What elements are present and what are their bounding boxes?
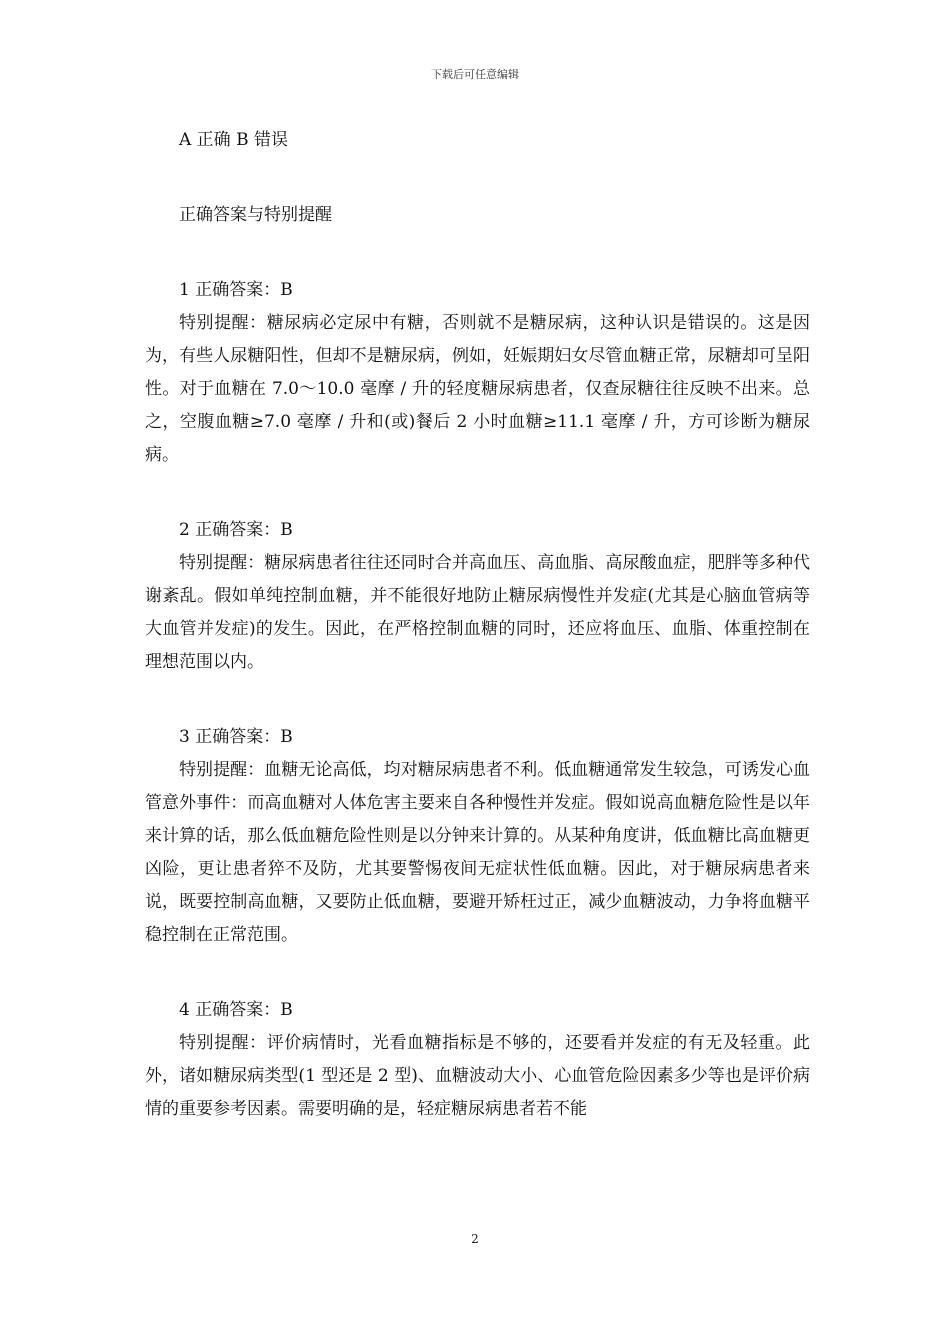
spacer: [145, 472, 810, 514]
page-number: 2: [471, 1232, 479, 1246]
note-2: 特别提醒：糖尿病患者往往还同时合并高血压、高血脂、高尿酸血症，肥胖等多种代谢紊乱。假如单纯控制血糖，并不能很好地防止糖尿病慢性并发症(尤其是心脑血管病等大血管并发症)的发生。因此，在严格控制血糖的同时，还应将血压、血脂、体重控制在理想范围以内。: [145, 553, 810, 672]
options-line: A 正确 B 错误: [179, 130, 288, 150]
answer-3: 3 正确答案：B: [179, 727, 293, 747]
spacer: [145, 679, 810, 721]
note-4: 特别提醒：评价病情时，光看血糖指标是不够的，还要看并发症的有无及轻重。此外，诸如糖尿病类型(1 型还是 2 型)、血糖波动大小、心血管危险因素多少等也是评价病情的重要参考因素。需要明确的是，轻症糖尿病患者若不能: [145, 1033, 810, 1119]
document-body: [145, 124, 810, 1126]
spacer: [145, 952, 810, 994]
page-header: 下载后可任意编辑: [431, 68, 519, 81]
note-1: 特别提醒：糖尿病必定尿中有糖，否则就不是糖尿病，这种认识是错误的。这是因为，有些人尿糖阳性，但却不是糖尿病，例如，妊娠期妇女尽管血糖正常，尿糖却可呈阳性。对于血糖在 7.0～10.0 毫摩 / 升的轻度糖尿病患者，仅查尿糖往往反映不出来。总之，空腹血糖≥7.0 毫摩 / 升和(或)餐后 2 小时血糖≥11.1 毫摩 / 升，方可诊断为糖尿病。: [145, 313, 810, 465]
answer-1: 1 正确答案：B: [179, 280, 293, 300]
answer-2: 2 正确答案：B: [179, 520, 293, 540]
answer-4: 4 正确答案：B: [179, 1000, 293, 1020]
section-title: 正确答案与特别提醒: [179, 205, 332, 225]
note-3: 特别提醒：血糖无论高低，均对糖尿病患者不利。低血糖通常发生较急，可诱发心血管意外事件：而高血糖对人体危害主要来自各种慢性并发症。假如说高血糖危险性是以年来计算的话，那么低血糖危险性则是以分钟来计算的。从某种角度讲，低血糖比高血糖更凶险，更让患者猝不及防，尤其要警惕夜间无症状性低血糖。因此，对于糖尿病患者来说，既要控制高血糖，又要防止低血糖，要避开矫枉过正，减少血糖波动，力争将血糖平稳控制在正常范围。: [145, 760, 810, 945]
spacer: [145, 232, 810, 274]
spacer: [145, 157, 810, 199]
